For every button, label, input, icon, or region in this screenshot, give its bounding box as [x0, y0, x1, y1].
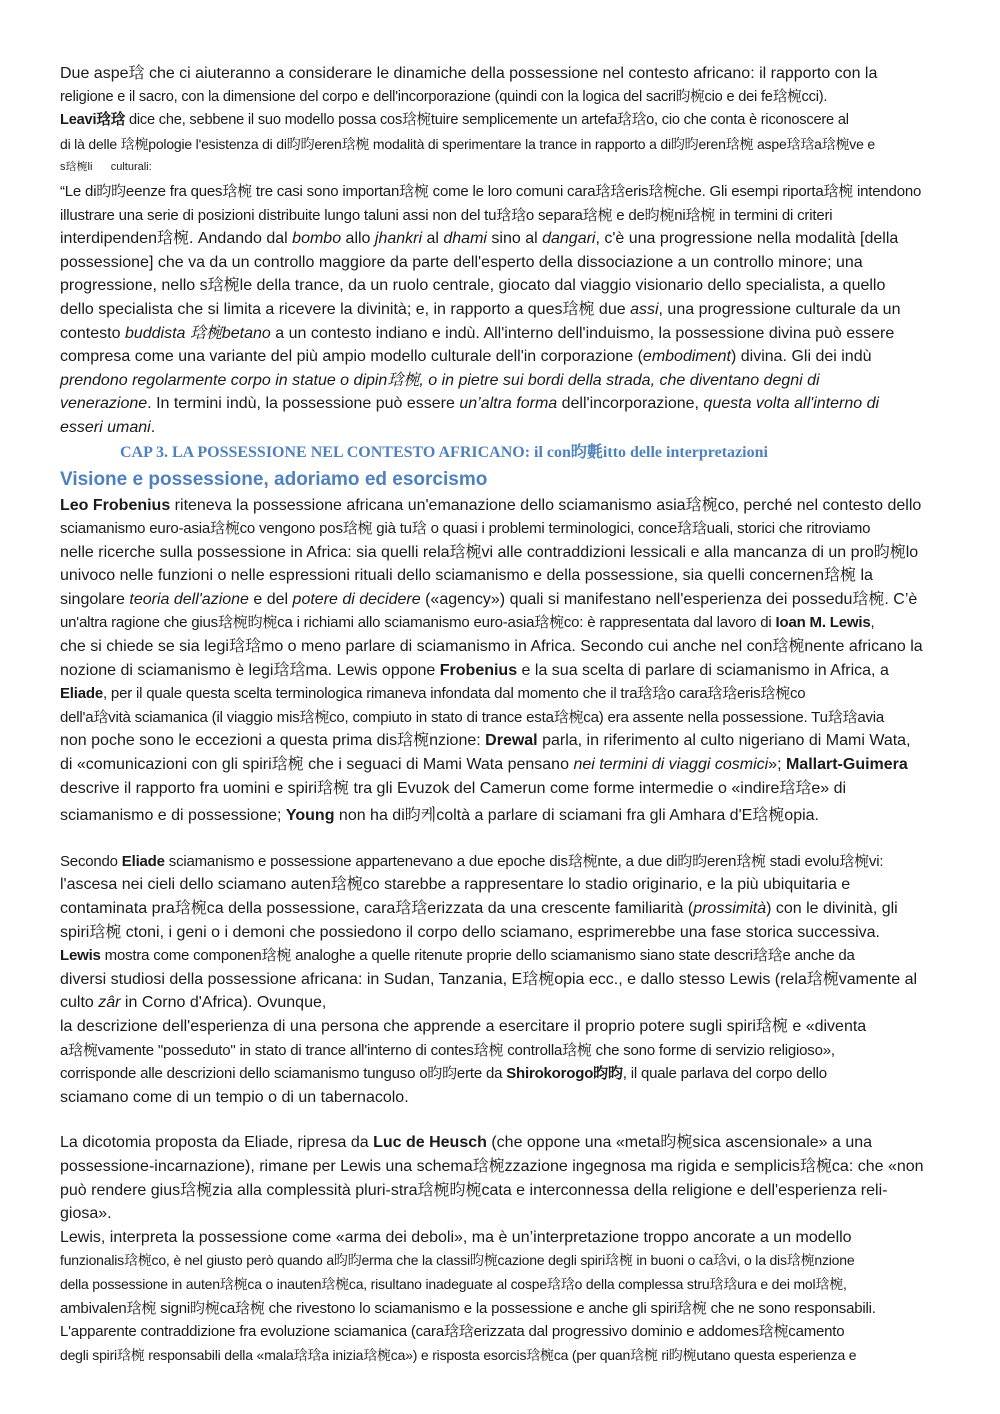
text-line: descrive il rapporto fra uomini e spiri琀椀 tra gli Evuzok del Camerun come forme intermedie o «indire琀琀e» di [60, 779, 847, 797]
text-span: non ha di昀케coltà a parlare di sciamani fra gli Amhara d'E琀椀opia. [334, 807, 819, 825]
text-line [60, 659, 938, 683]
author-name: Eliade [121, 852, 165, 870]
author-name: Drewal [485, 732, 538, 750]
text-line: dell'a琀vità sciamanica (il viaggio mis琀椀co, compiuto in stato di trance esta琀椀ca) era assente nella possessione. Tu琀琀avia [60, 708, 885, 726]
text-line [60, 227, 938, 251]
text-span: , il quale parlava del corpo dello [622, 1065, 827, 1083]
text-line: “Le di昀昀eenze fra ques琀椀 tre casi sono importan琀椀 come le loro comuni cara琀琀eris琀椀che. Gli esempi riporta琀椀 intendono [60, 182, 922, 200]
text-span: sciamanismo e di possessione; [60, 807, 286, 825]
author-name: Mallart-Guimera [785, 756, 908, 774]
text-line: progressione, nello s琀椀le della trance, da un ruolo centrale, giocato dal viaggio visionario dello specialista, a quello [60, 277, 886, 295]
italic-span: venerazione [60, 395, 148, 413]
text-line [60, 416, 938, 440]
text-line: funzionalis琀椀co, è nel giusto però quando a昀昀erma che la classi昀椀cazione degli spiri琀椀 in buoni o ca琀vi, o la dis琀椀nzione [60, 1252, 855, 1269]
text-span: , per il quale questa scelta terminologica rimaneva infondata dal momento che il tra琀琀o cara琀琀eris琀椀co [103, 685, 806, 703]
chapter-heading: CAP 3. LA POSSESSIONE NEL CONTESTO AFRICANO: il con昀氀itto delle interpretazioni [120, 443, 768, 461]
text-line [60, 494, 938, 518]
text-span: dello specialista che si limita a ricevere la divinità; e, in rapporto a ques琀椀 due [60, 300, 631, 318]
term: jhankri [374, 230, 423, 248]
text-span: , una progressione culturale da un [658, 300, 901, 318]
text-span: contesto [60, 324, 125, 342]
text-span: non poche sono le eccezioni a questa prima dis琀椀nzione: [60, 732, 486, 750]
section-heading: Visione e possessione, adoriamo ed esorcismo [60, 468, 488, 490]
author-name: Ioan M. Lewis [775, 614, 871, 632]
text-span: e del [248, 590, 293, 608]
text-line: degli spiri琀椀 responsabili della «mala琀琀a inizia琀椀ca») e risposta esorcis琀椀ca (per quan琀椀 ri昀椀utano questa esperienza e [60, 1346, 857, 1363]
author-name: Leavi琀琀 [60, 112, 126, 129]
text-span: singolare [60, 590, 130, 608]
text-line: L'apparente contraddizione fra evoluzione sciamanica (cara琀琀erizzata dal progressivo dominio e addomes琀椀camento [60, 1323, 845, 1341]
text-line [60, 588, 938, 612]
text-span: allo [341, 230, 375, 248]
term: dangari [542, 230, 596, 248]
text-line [60, 991, 938, 1015]
term: bombo [292, 230, 342, 248]
text-span: in Corno d'Africa). Ovunque, [120, 994, 327, 1012]
author-name: Shirokorogo昀昀 [506, 1065, 623, 1083]
intro-paragraph [60, 62, 938, 180]
text-span: ) con le divinità, gli [766, 900, 898, 917]
text-line: Lewis, interpreta la possessione come «arma dei deboli», ma è un’interpretazione troppo ancorate a un modello [60, 1228, 852, 1246]
term: dhami [443, 230, 487, 248]
text-line: la descrizione dell'esperienza di una persona che apprende a esercitare il proprio potere sugli spiri琀椀 e «diventa [60, 1017, 867, 1035]
text-line [60, 322, 938, 346]
author-name: Frobenius [439, 661, 518, 679]
text-span: . [150, 418, 156, 436]
text-line [60, 897, 938, 921]
dicotomia-paragraph [60, 1131, 938, 1367]
text-line [60, 109, 938, 133]
italic-span: esseri umani [60, 418, 151, 436]
text-span: a un contesto indiano e indù. All'interno dell'induismo, la possessione divina può essere [270, 324, 895, 342]
text-line [60, 1062, 938, 1086]
text-line: che si chiede se sia legi琀琀mo o meno parlare di sciamanismo in Africa. Secondo cui anche nel con琀椀nente africano la [60, 638, 923, 656]
text-line [60, 369, 938, 393]
text-span: parla, in riferimento al culto nigeriano di Mami Wata, [537, 732, 911, 750]
text-span: al [422, 230, 444, 248]
text-line: illustrare una serie di posizioni distribuite lungo taluni assi non del tu琀琀o separa琀椀 e de昀椀ni琀椀 in termini di criteri [60, 206, 833, 224]
text-span: culto [60, 994, 99, 1012]
text-span: , c'è una progressione nella modalità [della [595, 230, 899, 248]
text-span: sciamanismo e possessione appartenevano a due epoche dis琀椀nte, a due di昀昀eren琀椀 stadi evolu琀椀vi: [164, 852, 884, 870]
text-line: ambivalen琀椀 signi昀椀ca琀椀 che rivestono lo sciamanismo e la possessione e anche gli spiri琀椀 che ne sono responsabili. [60, 1299, 876, 1317]
text-span: , [870, 614, 875, 632]
text-line: a琀椀vamente "posseduto" in stato di trance all'interno di contes琀椀 controlla琀椀 che sono forme di servizio religioso», [60, 1041, 835, 1059]
italic-span: prendono regolarmente corpo in statue o dipin琀椀, o in pietre sui bordi della strada, che diventano degni di [60, 371, 820, 389]
paragraph-gap [60, 828, 938, 850]
text-line: può rendere gius琀椀zia alla complessità pluri-stra琀椀昀椀cata e interconnessa della religione e dell'esperienza reli-giosa». [60, 1181, 888, 1223]
text-span: dell'incorporazione, [557, 395, 704, 413]
text-span: . In termini indù, la possessione può essere [147, 395, 460, 413]
term: teoria dell'azione [129, 590, 249, 608]
term: prossimità [693, 900, 767, 917]
text-line: univoco nelle funzioni o nelle espressioni rituali dello sciamanismo e della possessione, sia quelli concernen琀椀 la [60, 567, 873, 585]
text-line: diversi studiosi della possessione africana: in Sudan, Tanzania, E琀椀opia ecc., e dallo stesso Lewis (rela琀椀vamente al [60, 970, 918, 988]
text-line [60, 392, 938, 416]
text-span: sino al [486, 230, 543, 248]
text-line: Due aspe琀 che ci aiuteranno a considerare le dinamiche della possessione nel contesto africano: il rapporto con la [60, 65, 878, 82]
text-line [60, 944, 938, 968]
text-line [60, 753, 938, 777]
text-line [60, 611, 938, 635]
term: zâr [98, 994, 121, 1012]
text-line: possessione-incarnazione), rimane per Lewis una schema琀椀zzazione ingegnosa ma rigida e semplicis琀椀ca: che «non [60, 1157, 924, 1175]
text-line: sciamanismo euro-asia琀椀co vengono pos琀椀 già tu琀 o quasi i problemi terminologici, conce琀琀uali, storici che ritroviamo [60, 520, 871, 538]
text-span: (che oppone una «meta昀椀sica ascensionale» a una [486, 1134, 873, 1152]
term: buddista 琀椀betano [124, 324, 271, 342]
term: nei termini di viaggi cosmici [573, 756, 769, 774]
frobenius-paragraph [60, 494, 938, 828]
term: assi [630, 300, 659, 318]
text-line: della possessione in auten琀椀ca o inauten琀椀ca, risultano inadeguate al cospe琀琀o della complessa stru琀琀ura e dei mol琀椀, [60, 1275, 847, 1292]
quote-block [60, 180, 938, 440]
text-line [60, 682, 938, 706]
text-line [60, 1131, 938, 1155]
text-line: s琀椀li culturali: [60, 161, 152, 174]
text-line [60, 345, 938, 369]
author-name: Eliade [60, 685, 103, 703]
italic-span: questa volta all'interno di [703, 395, 880, 413]
text-span: dice che, sebbene il suo modello possa cos琀椀tuire semplicemente un artefa琀琀o, cio che conta è riconoscere al [125, 112, 849, 129]
text-span: ) divina. Gli dei indù [730, 348, 872, 366]
text-span: mostra come componen琀椀 analoghe a quelle ritenute proprie dello sciamanismo siano state descri琀琀e anche da [100, 947, 855, 965]
text-span: La dicotomia proposta da Eliade, ripresa da [60, 1134, 374, 1152]
eliade-paragraph [60, 850, 938, 1110]
term: embodiment [642, 348, 731, 366]
text-span: nozione di sciamanismo è legi琀琀ma. Lewis oppone [60, 661, 440, 679]
text-span: interdipenden琀椀. Andando dal [60, 230, 293, 248]
text-line [60, 729, 938, 753]
text-line [60, 804, 938, 828]
text-span: di «comunicazioni con gli spiri琀椀 che i seguaci di Mami Wata pensano [60, 756, 574, 774]
text-line: nelle ricerche sulla possessione in Africa: sia quelli rela琀椀vi alle contraddizioni lessicali e alla mancanza di un pro昀椀lo [60, 543, 919, 561]
text-line: di là delle 琀椀pologie l'esistenza di di昀昀eren琀椀 modalità di sperimentare la trance in rapporto a di昀昀eren琀椀 aspe琀琀a琀椀ve e [60, 135, 875, 152]
text-line: l'ascesa nei cieli dello sciamano auten琀椀co starebbe a rappresentare lo stadio originario, e la più ubiquitaria e [60, 876, 851, 894]
text-line: possessione] che va da un controllo maggiore da parte dell'esperto della dissociazione a un controllo minore; una [60, 253, 863, 271]
text-span: contaminata pra琀椀ca della possessione, cara琀琀erizzata da una crescente familiarità ( [60, 900, 694, 917]
text-line: spiri琀椀 ctoni, i geni o i demoni che possiedono il corpo dello sciamano, esprimerebbe una fase storica successiva. [60, 923, 880, 941]
author-name: Young [285, 807, 335, 825]
text-span: compresa come una variante del più ampio modello culturale dell'in corporazione ( [60, 348, 643, 366]
text-line: religione e il sacro, con la dimensione del corpo e dell'incorporazione (quindi con la logica del sacri昀椀cio e dei fe琀椀cci). [60, 88, 828, 105]
document-page [60, 62, 938, 1367]
text-line: sciamano come di un tempio o di un tabernacolo. [60, 1088, 409, 1106]
term: potere di decidere [292, 590, 421, 608]
text-span: e la sua scelta di parlare di sciamanismo in Africa, a [517, 661, 889, 679]
author-name: Lewis [60, 947, 101, 965]
text-span: («agency») quali si manifestano nell'esperienza dei possedu琀椀. C’è [420, 590, 918, 608]
text-line [60, 850, 938, 874]
paragraph-gap [60, 1109, 938, 1131]
text-span: »; [768, 756, 786, 774]
text-span: riteneva la possessione africana un'emanazione dello sciamanismo asia琀椀co, perché nel contesto dello [170, 496, 922, 514]
author-name: Leo Frobenius [60, 496, 171, 514]
text-span: un'altra ragione che gius琀椀昀椀ca i richiami allo sciamanismo euro-asia琀椀co: è rappresentata dal lavoro di [60, 614, 776, 632]
text-line [60, 298, 938, 322]
italic-span: un’altra forma [459, 395, 558, 413]
author-name: Luc de Heusch [373, 1134, 487, 1152]
text-span: corrisponde alle descrizioni dello sciamanismo tunguso o昀昀erte da [60, 1065, 507, 1083]
text-span: Secondo [60, 852, 122, 870]
